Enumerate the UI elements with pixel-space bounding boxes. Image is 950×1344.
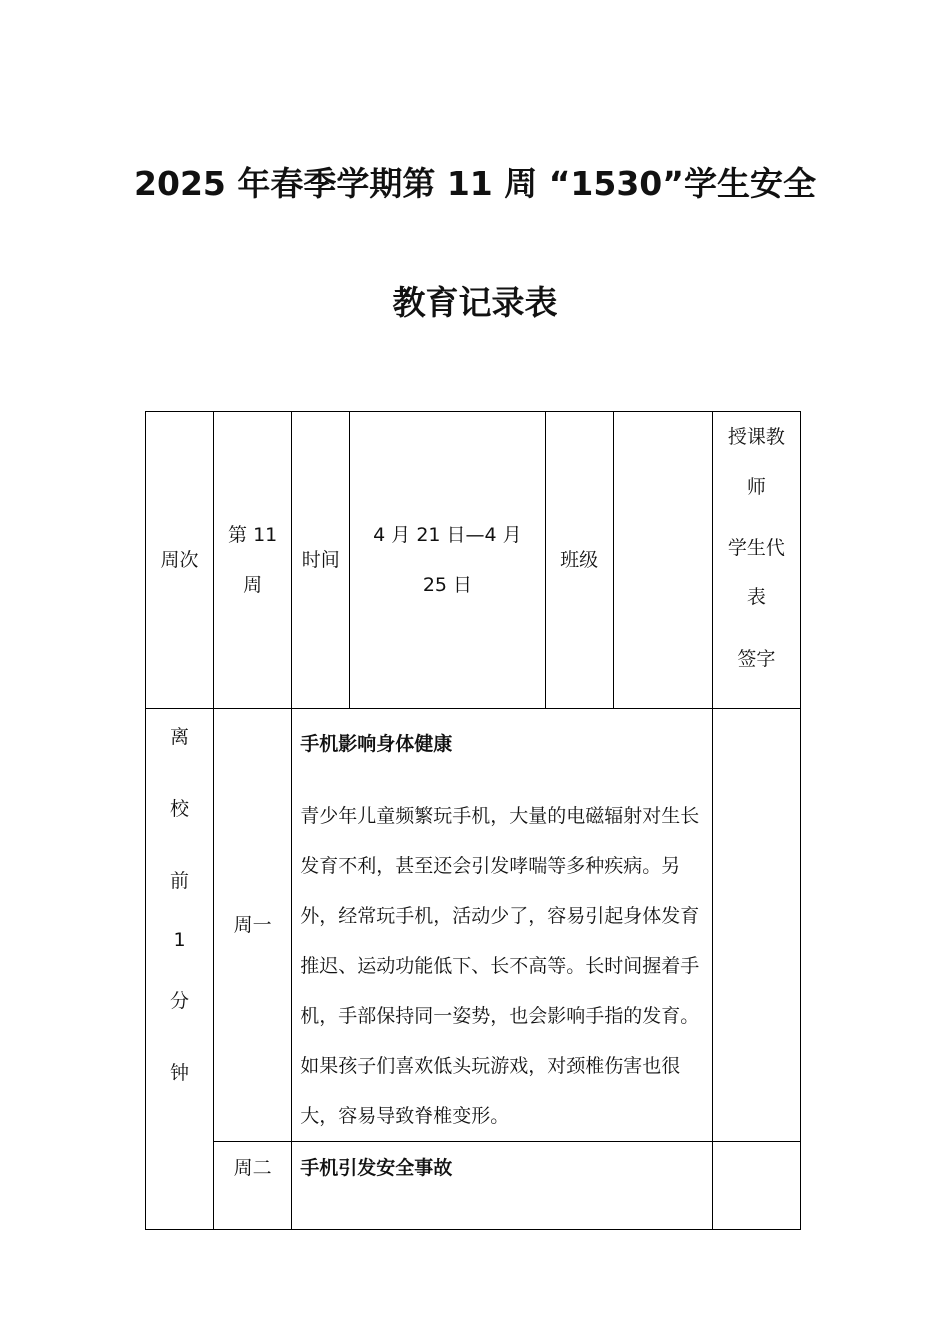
sign-line: 师 bbox=[746, 476, 766, 498]
sign-cell-monday[interactable] bbox=[712, 709, 800, 1142]
content-cell-monday bbox=[292, 709, 713, 1142]
class-label-cell bbox=[545, 412, 613, 709]
day-cell-tuesday bbox=[214, 1142, 292, 1230]
safety-record-table bbox=[145, 411, 801, 1230]
content-body: 青少年儿童频繁玩手机，大量的电磁辐射对生长发育不利，甚至还会引发哮喘等多种疾病。另外，经常玩手机，活动少了，容易引起身体发育推迟、运动功能低下、长不高等。长时间握着手机，手部保持同一姿势，也会影响手指的发育。如果孩子们喜欢低头玩游戏，对颈椎伤害也很大，容易导致脊椎变形。 bbox=[300, 805, 700, 1127]
content-cell-tuesday bbox=[292, 1142, 713, 1230]
signature-header-cell bbox=[712, 412, 800, 709]
sign-cell-tuesday[interactable] bbox=[712, 1142, 800, 1230]
table-row-monday bbox=[146, 709, 801, 1142]
content-heading: 手机影响身体健康 bbox=[300, 733, 453, 755]
sign-line: 表 bbox=[746, 586, 766, 608]
week-value: 第 11 周 bbox=[228, 524, 278, 596]
class-label: 班级 bbox=[560, 549, 599, 571]
section-char: 校 bbox=[170, 798, 190, 820]
day-label: 周二 bbox=[233, 1157, 272, 1179]
section-label-cell bbox=[146, 709, 214, 1230]
sign-line: 学生代 bbox=[727, 537, 785, 559]
time-label-cell bbox=[292, 412, 350, 709]
table-row-tuesday bbox=[146, 1142, 801, 1230]
content-heading: 手机引发安全事故 bbox=[300, 1157, 453, 1179]
sign-line: 签字 bbox=[737, 648, 776, 670]
document-title-line1: 2025 年春季学期第 11 周 “1530”学生安全 bbox=[134, 164, 816, 203]
document-title-line2: 教育记录表 bbox=[392, 283, 558, 322]
week-value-cell bbox=[214, 412, 292, 709]
week-label: 周次 bbox=[160, 549, 199, 571]
section-char: 分 bbox=[170, 990, 190, 1012]
class-value-cell[interactable] bbox=[613, 412, 712, 709]
day-cell-monday bbox=[214, 709, 292, 1142]
time-value-cell bbox=[350, 412, 545, 709]
section-char: 钟 bbox=[170, 1062, 190, 1084]
sign-line: 授课教 bbox=[727, 426, 785, 448]
section-char: 前 bbox=[170, 870, 190, 892]
section-char: 1 bbox=[173, 929, 186, 951]
day-label: 周一 bbox=[233, 914, 272, 936]
header-row bbox=[146, 412, 801, 709]
week-label-cell bbox=[146, 412, 214, 709]
time-label: 时间 bbox=[301, 549, 340, 571]
time-value: 4 月 21 日—4 月 25 日 bbox=[373, 524, 522, 596]
spacer bbox=[300, 769, 704, 791]
section-char: 离 bbox=[170, 726, 190, 748]
